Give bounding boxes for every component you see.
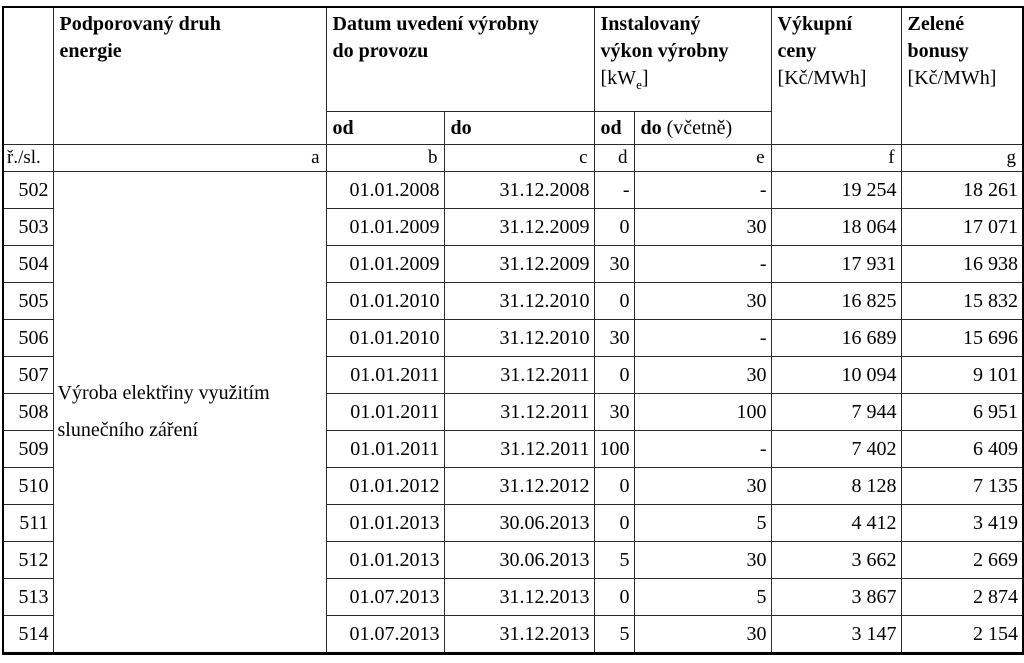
power-do-cell: 30 [634, 616, 771, 654]
power-od-cell: 0 [594, 579, 634, 616]
power-do-cell: 30 [634, 209, 771, 246]
letter-d: d [594, 145, 634, 172]
purchase-price-unit: [Kč/MWh] [777, 67, 867, 89]
purchase-price-cell: 7 944 [771, 394, 901, 431]
purchase-price-cell: 10 094 [771, 357, 901, 394]
date-do-cell: 30.06.2013 [444, 542, 594, 579]
table-body [3, 172, 1023, 654]
date-od-cell: 01.01.2008 [326, 172, 444, 209]
row-number-cell: 514 [3, 616, 53, 654]
row-number-cell: 506 [3, 320, 53, 357]
date-do-cell: 31.12.2013 [444, 616, 594, 654]
date-do-cell: 31.12.2008 [444, 172, 594, 209]
row-number-cell: 509 [3, 431, 53, 468]
date-od-cell: 01.07.2013 [326, 616, 444, 654]
purchase-price-cell: 16 825 [771, 283, 901, 320]
power-od-cell: 0 [594, 283, 634, 320]
green-bonus-cell: 2 154 [901, 616, 1023, 654]
purchase-price-title: Výkupní ceny [777, 13, 853, 62]
green-bonus-cell: 7 135 [901, 468, 1023, 505]
row-number-cell: 505 [3, 283, 53, 320]
purchase-price-cell: 17 931 [771, 246, 901, 283]
letter-b: b [326, 145, 444, 172]
purchase-price-cell: 18 064 [771, 209, 901, 246]
power-do-header: do (včetně) [634, 112, 771, 145]
purchase-price-cell: 3 867 [771, 579, 901, 616]
row-number-cell: 510 [3, 468, 53, 505]
power-do-cell: 30 [634, 283, 771, 320]
date-do-cell: 31.12.2011 [444, 357, 594, 394]
letter-g: g [901, 145, 1023, 172]
letter-a: a [53, 145, 326, 172]
row-number-cell: 503 [3, 209, 53, 246]
green-bonus-cell: 9 101 [901, 357, 1023, 394]
power-do-cell: - [634, 172, 771, 209]
header-energy-type: Podporovaný druh energie [53, 7, 326, 145]
date-od-cell: 01.01.2009 [326, 209, 444, 246]
power-do-cell: - [634, 431, 771, 468]
tariff-table [2, 6, 1024, 655]
power-do-cell: - [634, 246, 771, 283]
letter-c: c [444, 145, 594, 172]
power-od-header: od [594, 112, 634, 145]
header-installed-power [594, 7, 771, 112]
header-purchase-price [771, 7, 901, 145]
corner-empty-cell [3, 7, 53, 145]
date-od-cell: 01.01.2012 [326, 468, 444, 505]
date-od-cell: 01.01.2013 [326, 505, 444, 542]
date-od-cell: 01.01.2013 [326, 542, 444, 579]
installed-power-unit: $[kW_e]$ [600, 67, 649, 92]
green-bonus-cell: 6 951 [901, 394, 1023, 431]
power-do-cell: - [634, 320, 771, 357]
date-od-cell: 01.01.2010 [326, 320, 444, 357]
installed-power-title: Instalovaný výkon výrobny [600, 13, 729, 62]
date-do-cell: 31.12.2010 [444, 320, 594, 357]
date-do-cell: 31.12.2013 [444, 579, 594, 616]
power-od-cell: 0 [594, 357, 634, 394]
row-number-cell: 513 [3, 579, 53, 616]
letter-e: e [634, 145, 771, 172]
header-row-letters [3, 145, 1023, 172]
date-od-cell: 01.07.2013 [326, 579, 444, 616]
green-bonus-cell: 18 261 [901, 172, 1023, 209]
row-number-cell: 511 [3, 505, 53, 542]
date-do-cell: 30.06.2013 [444, 505, 594, 542]
power-od-cell: 30 [594, 394, 634, 431]
date-od-cell: 01.01.2011 [326, 357, 444, 394]
row-number-cell: 512 [3, 542, 53, 579]
power-od-cell: 5 [594, 542, 634, 579]
purchase-price-cell: 3 662 [771, 542, 901, 579]
purchase-price-cell: 8 128 [771, 468, 901, 505]
power-od-cell: 0 [594, 468, 634, 505]
table-row [3, 172, 1023, 209]
header-green-bonus [901, 7, 1023, 145]
date-od-cell: 01.01.2009 [326, 246, 444, 283]
power-od-cell: 0 [594, 209, 634, 246]
date-od-header: od [326, 112, 444, 145]
power-do-cell: 30 [634, 357, 771, 394]
date-od-cell: 01.01.2011 [326, 431, 444, 468]
green-bonus-cell: 3 419 [901, 505, 1023, 542]
date-do-cell: 31.12.2009 [444, 246, 594, 283]
green-bonus-title: Zelené bonusy [907, 13, 969, 62]
power-do-cell: 100 [634, 394, 771, 431]
energy-type-cell: Výroba elektřiny využitím slunečního záření [53, 172, 326, 654]
date-do-cell: 31.12.2011 [444, 431, 594, 468]
power-do-cell: 5 [634, 505, 771, 542]
green-bonus-cell: 6 409 [901, 431, 1023, 468]
green-bonus-cell: 2 874 [901, 579, 1023, 616]
green-bonus-cell: 15 832 [901, 283, 1023, 320]
date-do-cell: 31.12.2012 [444, 468, 594, 505]
purchase-price-cell: 19 254 [771, 172, 901, 209]
power-do-cell: 30 [634, 542, 771, 579]
date-od-cell: 01.01.2011 [326, 394, 444, 431]
green-bonus-unit: [Kč/MWh] [907, 67, 997, 89]
letter-f: f [771, 145, 901, 172]
date-do-cell: 31.12.2010 [444, 283, 594, 320]
purchase-price-cell: 4 412 [771, 505, 901, 542]
purchase-price-cell: 3 147 [771, 616, 901, 654]
power-od-cell: 30 [594, 320, 634, 357]
date-do-cell: 31.12.2011 [444, 394, 594, 431]
row-number-cell: 504 [3, 246, 53, 283]
green-bonus-cell: 17 071 [901, 209, 1023, 246]
power-od-cell: 30 [594, 246, 634, 283]
power-do-cell: 30 [634, 468, 771, 505]
row-number-cell: 502 [3, 172, 53, 209]
power-do-cell: 5 [634, 579, 771, 616]
row-number-cell: 507 [3, 357, 53, 394]
power-od-cell: 0 [594, 505, 634, 542]
green-bonus-cell: 16 938 [901, 246, 1023, 283]
date-od-cell: 01.01.2010 [326, 283, 444, 320]
purchase-price-cell: 7 402 [771, 431, 901, 468]
date-do-cell: 31.12.2009 [444, 209, 594, 246]
purchase-price-cell: 16 689 [771, 320, 901, 357]
row-number-cell: 508 [3, 394, 53, 431]
green-bonus-cell: 2 669 [901, 542, 1023, 579]
date-do-header: do [444, 112, 594, 145]
header-row-titles [3, 7, 1023, 112]
power-od-cell: 100 [594, 431, 634, 468]
power-od-cell: 5 [594, 616, 634, 654]
corner-label: ř./sl. [3, 145, 53, 172]
green-bonus-cell: 15 696 [901, 320, 1023, 357]
header-commissioning-date: Datum uvedení výrobny do provozu [326, 7, 594, 112]
power-od-cell: - [594, 172, 634, 209]
